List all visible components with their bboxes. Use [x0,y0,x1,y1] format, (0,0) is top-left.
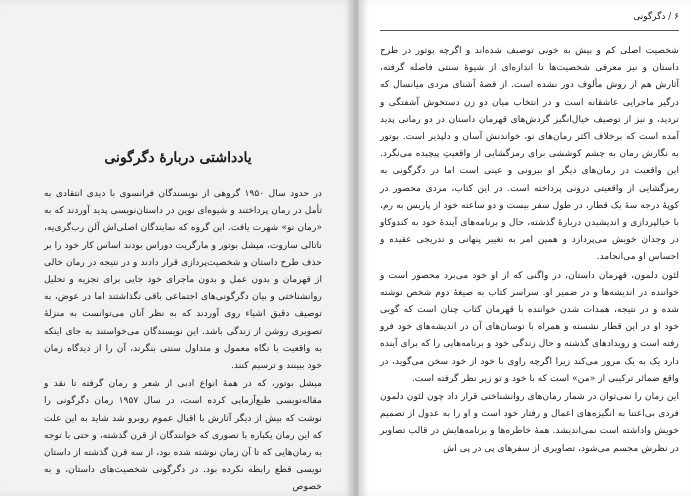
paragraph: لئون دلمون، قهرمان داستان، در واگنی که از او خود می‌برد محصور است و خواننده در اندیشه‌ها و در ضمیر او. سراسر کتاب به صیغهٔ دوم شخص نوشته شده و در نتیجه، همذات شدن خواننده با قهرمان کتاب چنان است که گویی خود او در این قطار نشسته و همراه با توسان‌های آن در اندیشه‌های خود فرو رفته است و رویدادهای گذشته و حال زندگی خود و برنامه‌هایی را که برای آینده دارد یک به یک مرور می‌کند زیرا اگرچه راوی با خود از خود سخن می‌گوید، در واقع ضمائر ترکیبی از «من» است که با خود و تو زیر نظر گرفته است. [380,269,679,384]
header-divider [380,30,679,31]
running-header-text: ۶ / دگرگونی [633,12,679,22]
paragraph: این رمان را نمی‌توان در شمار رمان‌های روانشناختی قرار داد چون لئون دلمون فردی بی‌اعتنا به انگیزه‌های اعمال و رفتار خود است و او را به عدول از تصمیم خویش واداشته است نمی‌اندیشد. همهٔ خاطره‌ها و برنامه‌هایش در قالب تصاویر در نظرش مجسم می‌شود، تصاویری از سفرهای پی در پی اش [380,391,679,454]
paragraph: در حدود سال ۱۹۵۰ گروهی از نویسندگان فرانسوی با دیدی انتقادی به تأمل در رمان پرداختند و شیوه‌ای نوین در داستان‌نویسی پدید آوردند که به «رمان نو» شهرت یافت. این گروه که نمایندگان اصلی‌اش آلن رب‌گری‌یه، ناتالی ساروت، میشل بوتور و مارگریت دوراس بودند اساس کار خود را بر حذف طرح داستان و شخصیت‌پردازی قرار دادند و در نتیجه در رمان خالی از قهرمان و بدون عمل و بدون ماجرای خود جایی برای تجزیه و تحلیل روانشناختی و بیان دگرگونی‌های اجتماعی باقی نگذاشتند اما در عوض، به توصیف دقیق اشیاء روی آوردند که به نظر آنان می‌توانست به منزلهٔ تصویری روشن از زندگی باشد. این نویسندگان می‌خواستند به جای اینکه به واقعیت با نگاه معمول و متداول سنتی بنگرند، آن را از دیدگاه زمان خود ببینند و ترسیم کنند. [44,188,323,372]
paragraph: میشل بوتور، که در همهٔ انواع ادبی از شعر و رمان گرفته تا نقد و مقاله‌نویسی طبع‌آزمایی کرده است، در سال ۱۹۵۷ رمان دگرگونی را نوشت که بیش از دیگر آثارش با اقبال عموم روبرو شد شاید به این علت که این رمان یکباره با تصوری که خوانندگان از قرن گذشته، و حتی با توجه به رمان‌هایی که تا آن زمان نوشته شده بود، از سه قرن گذشته از داستان نویسی قطع رابطه نکرده بود. در دگرگونی شخصیت‌های داستان، و به خصوص [44,378,322,493]
left-page-body [44,185,322,496]
right-page [356,0,691,496]
paragraph: شخصیت اصلی کم و بیش به خوبی توصیف شده‌اند و اگرچه بوتور در طرح داستان و نیز معرفی شخصیت‌ها تا اندازه‌ای از شیوهٔ سنتی فاصله گرفته، آثارش هم از روش مألوف دور نشده است. از قصهٔ آشنای مردی میانسال که درگیر ماجرایی عاشقانه است و در انتخاب میان دو زن دستخوش آشفتگی و تردید، و نیز از توصیف خیال‌انگیز گردش‌های قهرمان داستان در دو رمانی پدید آمده است که برخلاف اکثر رمان‌های نو، خواندنش آسان و دلپذیر است. بوتور به نگارش رمان به چشم کوششی برای رمزگشایی از واقعیتِ پیچیده می‌نگرد. این واقعیت در رمان‌های دیگر او بیرونی و عینی است اما در دگرگونی به رمزگشایی از واقعیتی درونی پرداخته است. در این کتاب، مردی محصور در کوپهٔ درجه سهٔ یک قطار، در طول سفر بیست و دو ساعته خود از پاریس به رم، با خیالپردازی و اندیشیدن دربارهٔ گذشته، حال و برنامه‌های آیندهٔ خود به کندوکاو در وجدان خویش می‌پردازد و همین امر به تغییر پنهانی و تدریجی عقیده و احساس او می‌انجامد. [380,45,679,263]
running-header [380,12,679,26]
right-page-body [380,42,679,458]
chapter-title: یادداشتی دربارهٔ دگرگونی [104,150,252,166]
